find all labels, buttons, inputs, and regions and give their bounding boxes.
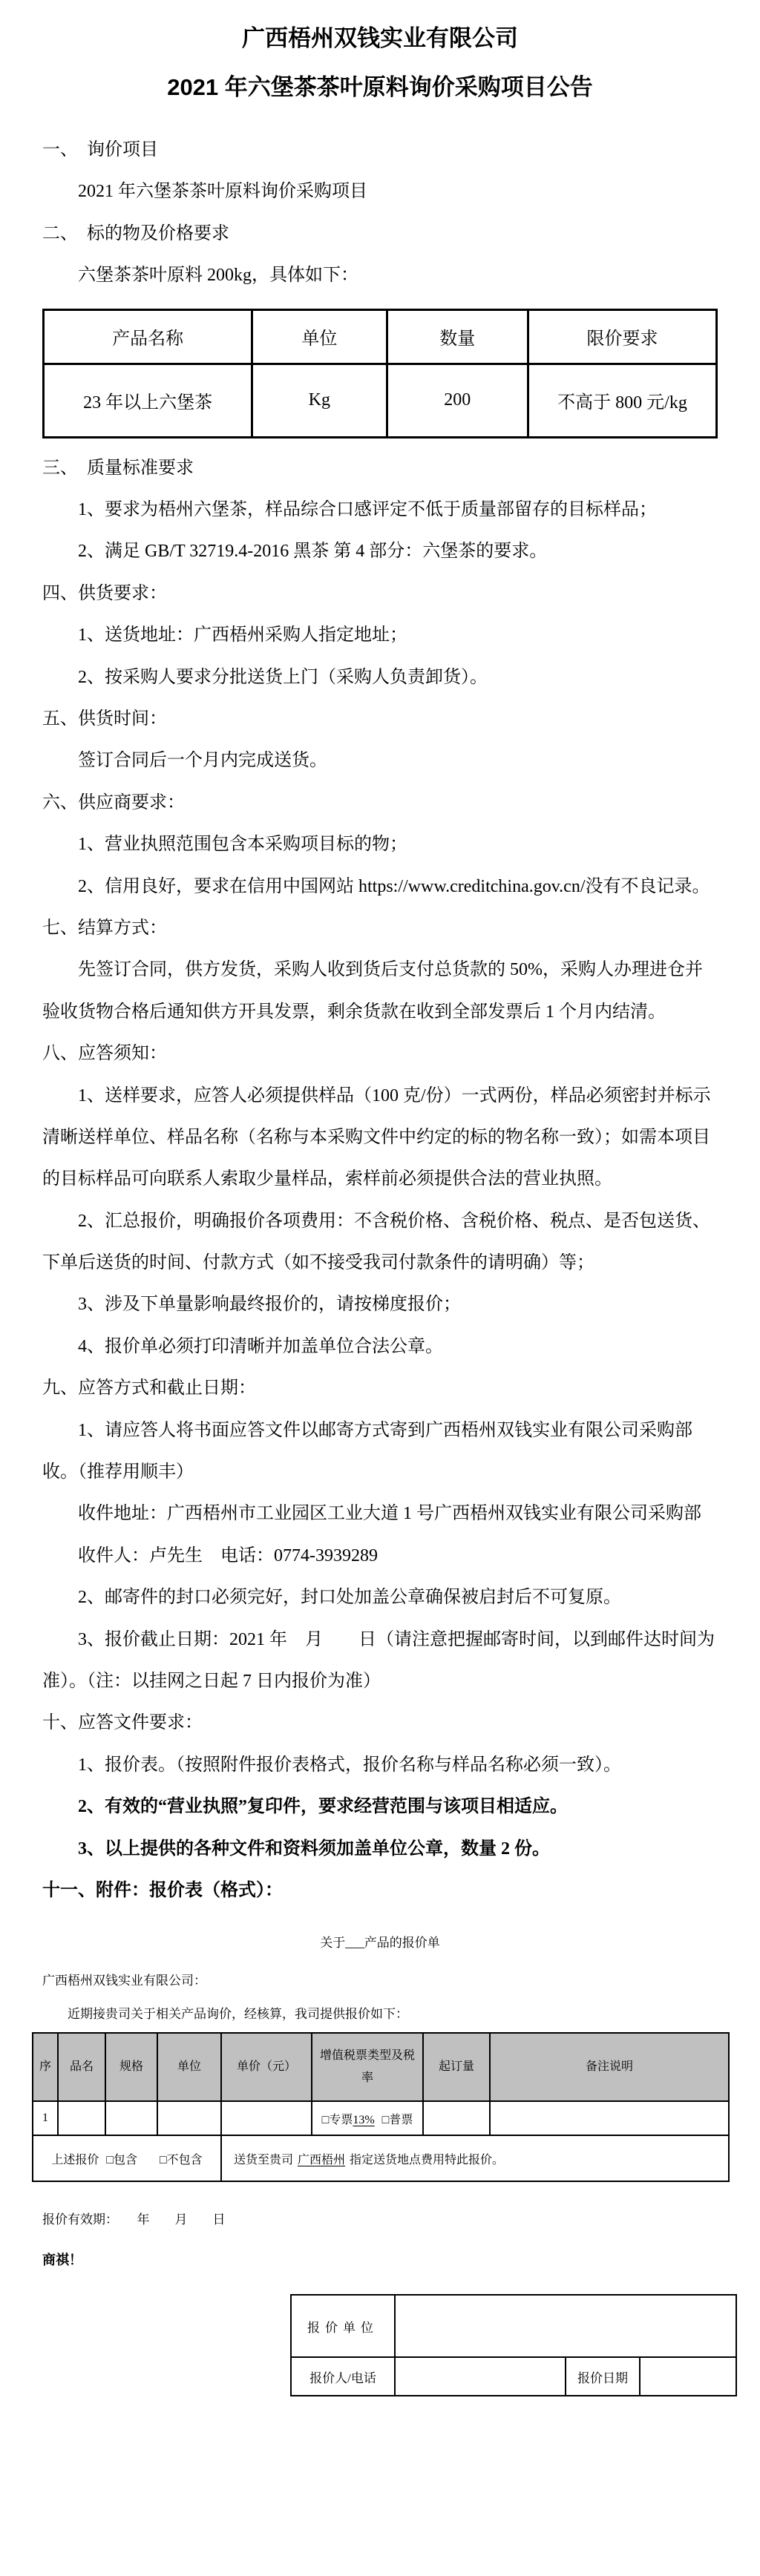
cell-moq <box>423 2101 490 2135</box>
freight-destination-prefix: 送货至贵司 <box>234 2153 294 2166</box>
quotation-table-row <box>33 2101 729 2135</box>
signature-person-row <box>291 2357 736 2396</box>
freight-destination-place: 广西梧州 <box>298 2153 346 2166</box>
para-sample-requirement: 1、送样要求，应答人必须提供样品（100 克/份）一式两份，样品必须密封并标示清晰送样单位、样品名称（名称与本采购文件中约定的标的物名称一致）；如需本项目的目标样品可向联系人索取少量样品，索样前必须提供合法的营业执照。 <box>42 1085 711 1189</box>
para-contact-person: 收件人：卢先生 电话：0774-3939289 <box>78 1545 378 1565</box>
include-checkbox: □包含 <box>106 2153 137 2166</box>
para-quote-stamp: 4、报价单必须打印清晰并加盖单位合法公章。 <box>78 1336 443 1356</box>
quotation-table-footer-row <box>33 2135 729 2181</box>
para-supplier-credit: 2、信用良好，要求在信用中国网站 https://www.creditchina.gov.cn/没有不良记录。 <box>78 876 710 896</box>
col-header-item-name: 品名 <box>58 2033 105 2101</box>
cell-seq: 1 <box>33 2101 58 2135</box>
para-supplier-license: 1、营业执照范围包含本采购项目标的物； <box>78 835 407 855</box>
para-settlement: 先签订合同，供方发货，采购人收到货后支付总货款的 50%，采购人办理进仓并验收货物合格后通知供方开具发票，剩余货款在收到全部发票后 1 个月内结清。 <box>42 960 703 1022</box>
section-3-heading: 三、 质量标准要求 <box>42 458 194 478</box>
para-delivery-address: 1、送货地址：广西梧州采购人指定地址； <box>78 625 407 645</box>
quote-form-salutation: 广西梧州双钱实业有限公司： <box>42 1974 206 1988</box>
col-header-unit: 单位 <box>252 309 387 364</box>
signature-unit-row <box>291 2295 736 2357</box>
para-quote-summary: 2、汇总报价，明确报价各项费用：不含税价格、含税价格、税点、是否包送货、下单后送货的时间、付款方式（如不接受我司付款条件的请明确）等； <box>42 1211 710 1273</box>
col-header-product-name: 产品名称 <box>44 309 252 364</box>
company-title: 广西梧州双钱实业有限公司 <box>242 25 518 51</box>
col-header-vat-type: 增值税票类型及税率 <box>312 2033 423 2101</box>
quote-unit-label: 报价单位 <box>291 2295 395 2357</box>
section-11-heading: 十一、附件：报价表（格式）： <box>42 1880 283 1900</box>
col-header-spec: 规格 <box>105 2033 157 2101</box>
col-header-moq: 起订量 <box>423 2033 490 2101</box>
section-10-heading: 十、应答文件要求： <box>42 1713 203 1733</box>
cell-remarks <box>490 2101 729 2135</box>
para-delivery-batches: 2、按采购人要求分批送货上门（采购人负责卸货）。 <box>78 667 488 687</box>
para-mailing-address: 收件地址：广西梧州市工业园区工业大道 1 号广西梧州双钱实业有限公司采购部 <box>78 1504 701 1524</box>
document-body <box>42 129 718 1911</box>
section-4-heading: 四、供货要求： <box>42 583 167 603</box>
para-docs-stamp-copies: 3、以上提供的各种文件和资料须加盖单位公章，数量 2 份。 <box>78 1839 550 1859</box>
section-7-heading: 七、结算方式： <box>42 918 167 938</box>
col-header-remarks: 备注说明 <box>490 2033 729 2101</box>
freight-include-label: 上述报价 <box>51 2153 99 2166</box>
para-subject-intro: 六堡茶茶叶原料 200kg，具体如下： <box>78 266 358 286</box>
para-inquiry-project: 2021 年六堡茶茶叶原料询价采购项目 <box>78 182 367 202</box>
section-1-heading: 一、 询价项目 <box>42 140 158 160</box>
freight-destination-cell <box>221 2135 729 2181</box>
quote-person-label: 报价人/电话 <box>291 2357 395 2396</box>
section-5-heading: 五、供货时间： <box>42 709 167 729</box>
quote-form-intro: 近期接贵司关于相关产品询价，经核算，我司提供报价如下： <box>68 2007 408 2022</box>
para-mailing: 1、请应答人将书面应答文件以邮寄方式寄到广西梧州双钱实业有限公司采购部收。（推荐用顺丰） <box>42 1420 692 1482</box>
price-limit-table <box>42 309 718 438</box>
cell-vat-type <box>312 2101 423 2135</box>
para-docs-license-copy: 2、有效的“营业执照”复印件，要求经营范围与该项目相适应。 <box>78 1797 568 1817</box>
quote-form-title: 关于___产品的报价单 <box>320 1936 440 1951</box>
section-6-heading: 六、供应商要求： <box>42 792 185 812</box>
para-docs-quote-form: 1、报价表。（按照附件报价表格式，报价名称与样品名称必须一致）。 <box>78 1755 621 1775</box>
section-2-heading: 二、 标的物及价格要求 <box>42 223 229 243</box>
para-tiered-quote: 3、涉及下单量影响最终报价的，请按梯度报价； <box>78 1295 461 1315</box>
cell-unit: Kg <box>252 364 387 437</box>
para-quality-2: 2、满足 GB/T 32719.4-2016 黑茶 第 4 部分：六堡茶的要求。 <box>78 542 548 562</box>
section-9-heading: 九、应答方式和截止日期： <box>42 1379 256 1399</box>
quotation-table <box>32 2032 730 2182</box>
para-seal-requirement: 2、邮寄件的封口必须完好，封口处加盖公章确保被启封后不可复原。 <box>78 1588 621 1608</box>
regards-line: 商祺！ <box>42 2253 82 2268</box>
cell-spec <box>105 2101 157 2135</box>
quotation-table-header-row <box>33 2033 729 2101</box>
announcement-title: 2021 年六堡茶茶叶原料询价采购项目公告 <box>167 74 593 101</box>
cell-unit-price <box>221 2101 312 2135</box>
cell-product-name: 23 年以上六堡茶 <box>44 364 252 437</box>
cell-price-limit: 不高于 800 元/kg <box>528 364 717 437</box>
col-header-price-limit: 限价要求 <box>528 309 717 364</box>
section-8-heading: 八、应答须知： <box>42 1044 167 1064</box>
para-quality-1: 1、要求为梧州六堡茶，样品综合口感评定不低于质量部留存的目标样品； <box>78 500 657 520</box>
col-header-quantity: 数量 <box>387 309 528 364</box>
signature-table <box>290 2294 737 2396</box>
quote-date-value-cell <box>640 2357 736 2396</box>
quote-validity-line: 报价有效期： 年 月 日 <box>42 2212 226 2227</box>
col-header-seq: 序 <box>33 2033 58 2101</box>
quote-date-label: 报价日期 <box>566 2357 640 2396</box>
exclude-checkbox: □不包含 <box>160 2153 203 2166</box>
quote-unit-value-cell <box>395 2295 736 2357</box>
freight-include-cell <box>33 2135 221 2181</box>
cell-unit2 <box>157 2101 221 2135</box>
special-invoice-checkbox: □专票 <box>321 2113 353 2126</box>
col-header-unit-price: 单价（元） <box>221 2033 312 2101</box>
quote-person-value-cell <box>395 2357 566 2396</box>
price-limit-table-row <box>44 364 717 437</box>
cell-item-name <box>58 2101 105 2135</box>
cell-quantity: 200 <box>387 364 528 437</box>
para-quote-deadline: 3、报价截止日期：2021 年 月 日（请注意把握邮寄时间，以到邮件达时间为准）。（注：以挂网之日起 7 日内报价为准） <box>42 1629 715 1691</box>
normal-invoice-checkbox: □普票 <box>381 2113 413 2126</box>
col-header-unit2: 单位 <box>157 2033 221 2101</box>
freight-destination-suffix: 指定送货地点费用特此报价。 <box>350 2153 505 2166</box>
vat-rate-value: 13% <box>353 2113 375 2126</box>
para-delivery-time: 签订合同后一个月内完成送货。 <box>78 751 327 771</box>
price-limit-table-header-row <box>44 309 717 364</box>
